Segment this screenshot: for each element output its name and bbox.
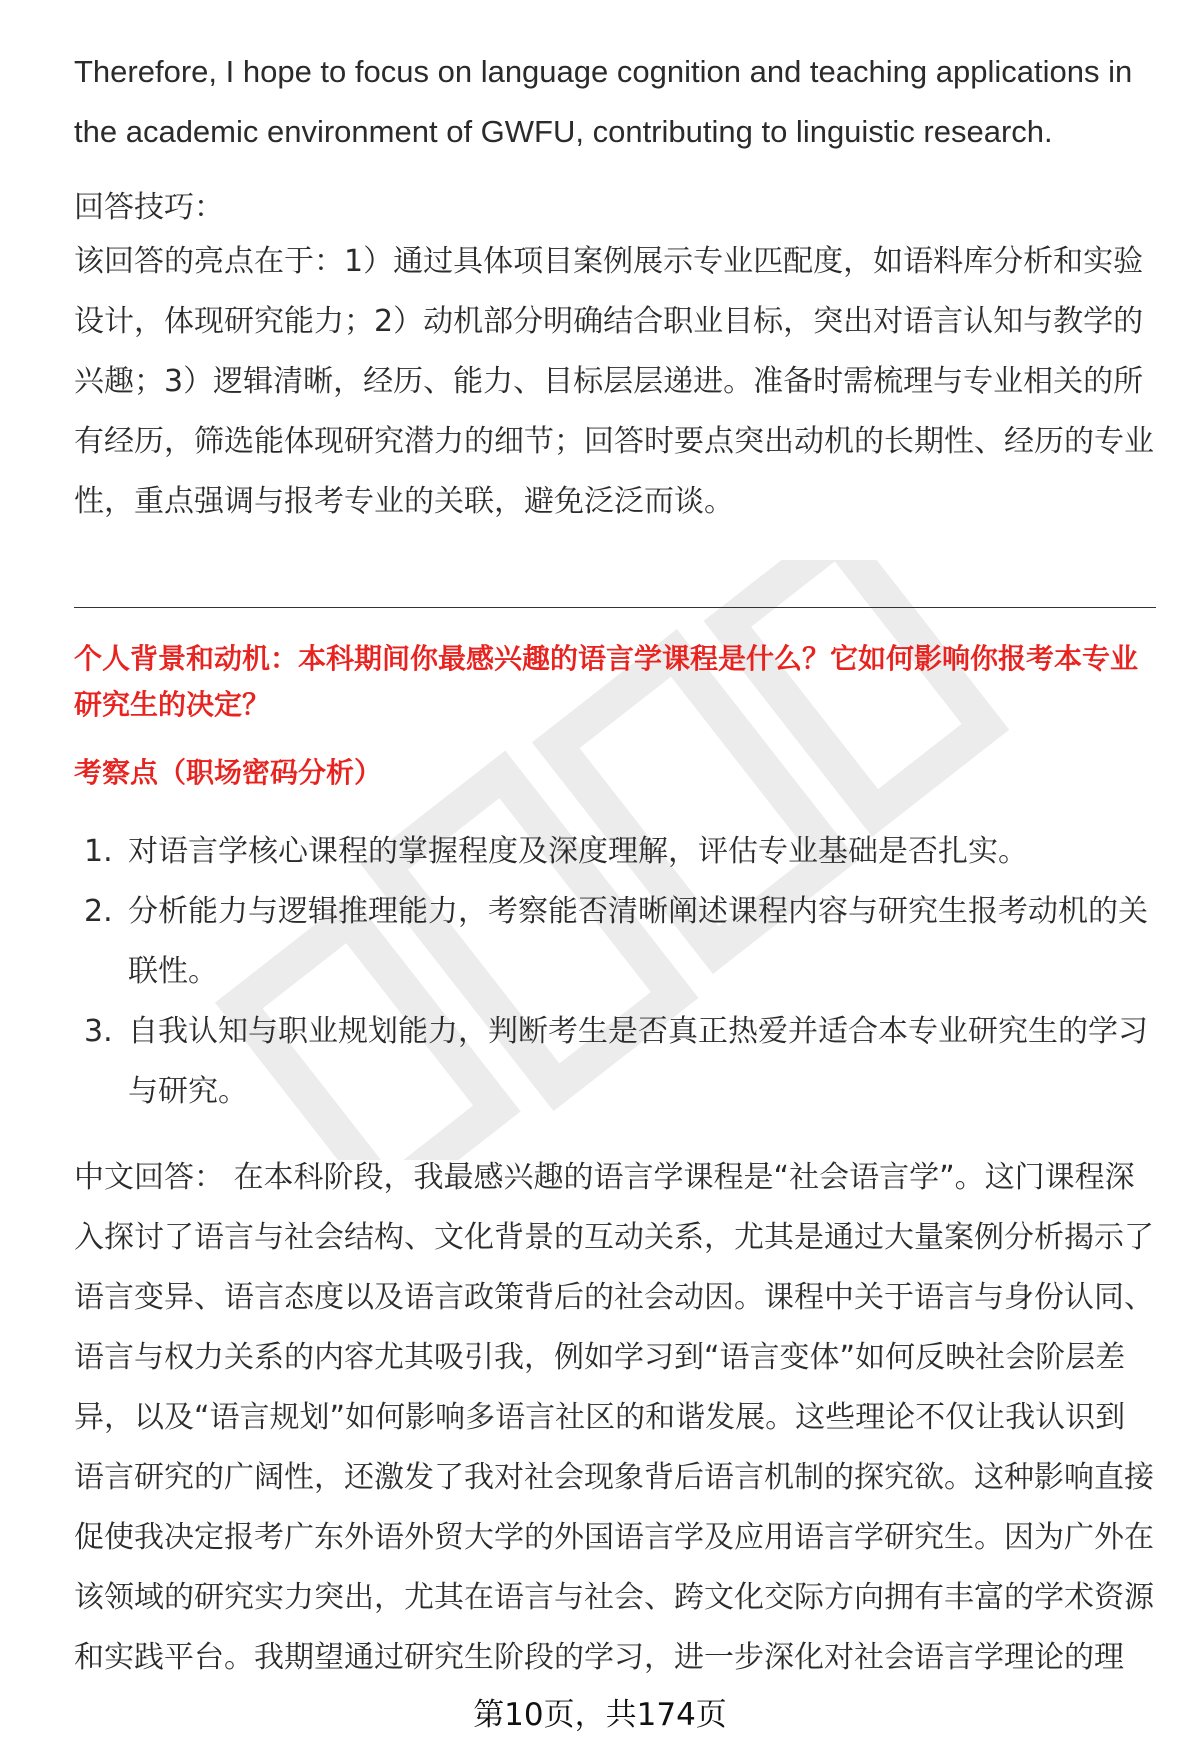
focus-heading: 考察点（职场密码分析） — [74, 756, 383, 789]
chinese-answer-paragraph: 中文回答： 在本科阶段，我最感兴趣的语言学课程是“社会语言学”。这门课程深入探讨了语言与社会结构、文化背景的互动关系，尤其是通过大量案例分析揭示了语言变异、语言态度以及语言政策背后的社会动因。课程中关于语言与身份认同、语言与权力关系的内容尤其吸引我，例如学习到“语言变体”如何反映社会阶层差异，以及“语言规划”如何影响多语言社区的和谐发展。这些理论不仅让我认识到语言研究的广阔性，还激发了我对社会现象背后语言机制的探究欲。这种影响直接促使我决定报考广东外语外贸大学的外国语言学及应用语言学研究生。因为广外在该领域的研究实力突出，尤其在语言与社会、跨文化交际方向拥有丰富的学术资源和实践平台。我期望通过研究生阶段的学习，进一步深化对社会语言学理论的理 — [74, 1160, 1154, 1675]
english-paragraph: Therefore, I hope to focus on language cognition and teaching applications in the academic environment of GWFU, contributing to linguistic research. — [74, 54, 1133, 149]
list-item — [74, 882, 1156, 1002]
tips-label: 回答技巧： — [74, 190, 224, 225]
tips-paragraph: 该回答的亮点在于：1）通过具体项目案例展示专业匹配度，如语料库分析和实验设计，体现研究能力；2）动机部分明确结合职业目标，突出对语言认知与教学的兴趣；3）逻辑清晰，经历、能力、目标层层递进。准备时需梳理与专业相关的所有经历，筛选能体现研究潜力的细节；回答时要点突出动机的长期性、经历的专业性，重点强调与报考专业的关联，避免泛泛而谈。 — [74, 244, 1154, 519]
page-number-footer: 第10页，共174页 — [473, 1697, 727, 1733]
focus-points-list — [74, 822, 1156, 1122]
list-item-text: 分析能力与逻辑推理能力，考察能否清晰阐述课程内容与研究生报考动机的关联性。 — [128, 894, 1148, 989]
question-heading: 个人背景和动机：本科期间你最感兴趣的语言学课程是什么？它如何影响你报考本专业研究生的决定？ — [74, 642, 1139, 721]
list-item — [74, 822, 1156, 882]
list-item-number: 3. — [84, 1014, 113, 1049]
list-item-text: 对语言学核心课程的掌握程度及深度理解，评估专业基础是否扎实。 — [128, 834, 1028, 869]
list-item-text: 自我认知与职业规划能力，判断考生是否真正热爱并适合本专业研究生的学习与研究。 — [128, 1014, 1148, 1109]
list-item — [74, 1002, 1156, 1122]
list-item-number: 1. — [84, 834, 113, 869]
section-divider — [74, 607, 1156, 608]
list-item-number: 2. — [84, 894, 113, 929]
